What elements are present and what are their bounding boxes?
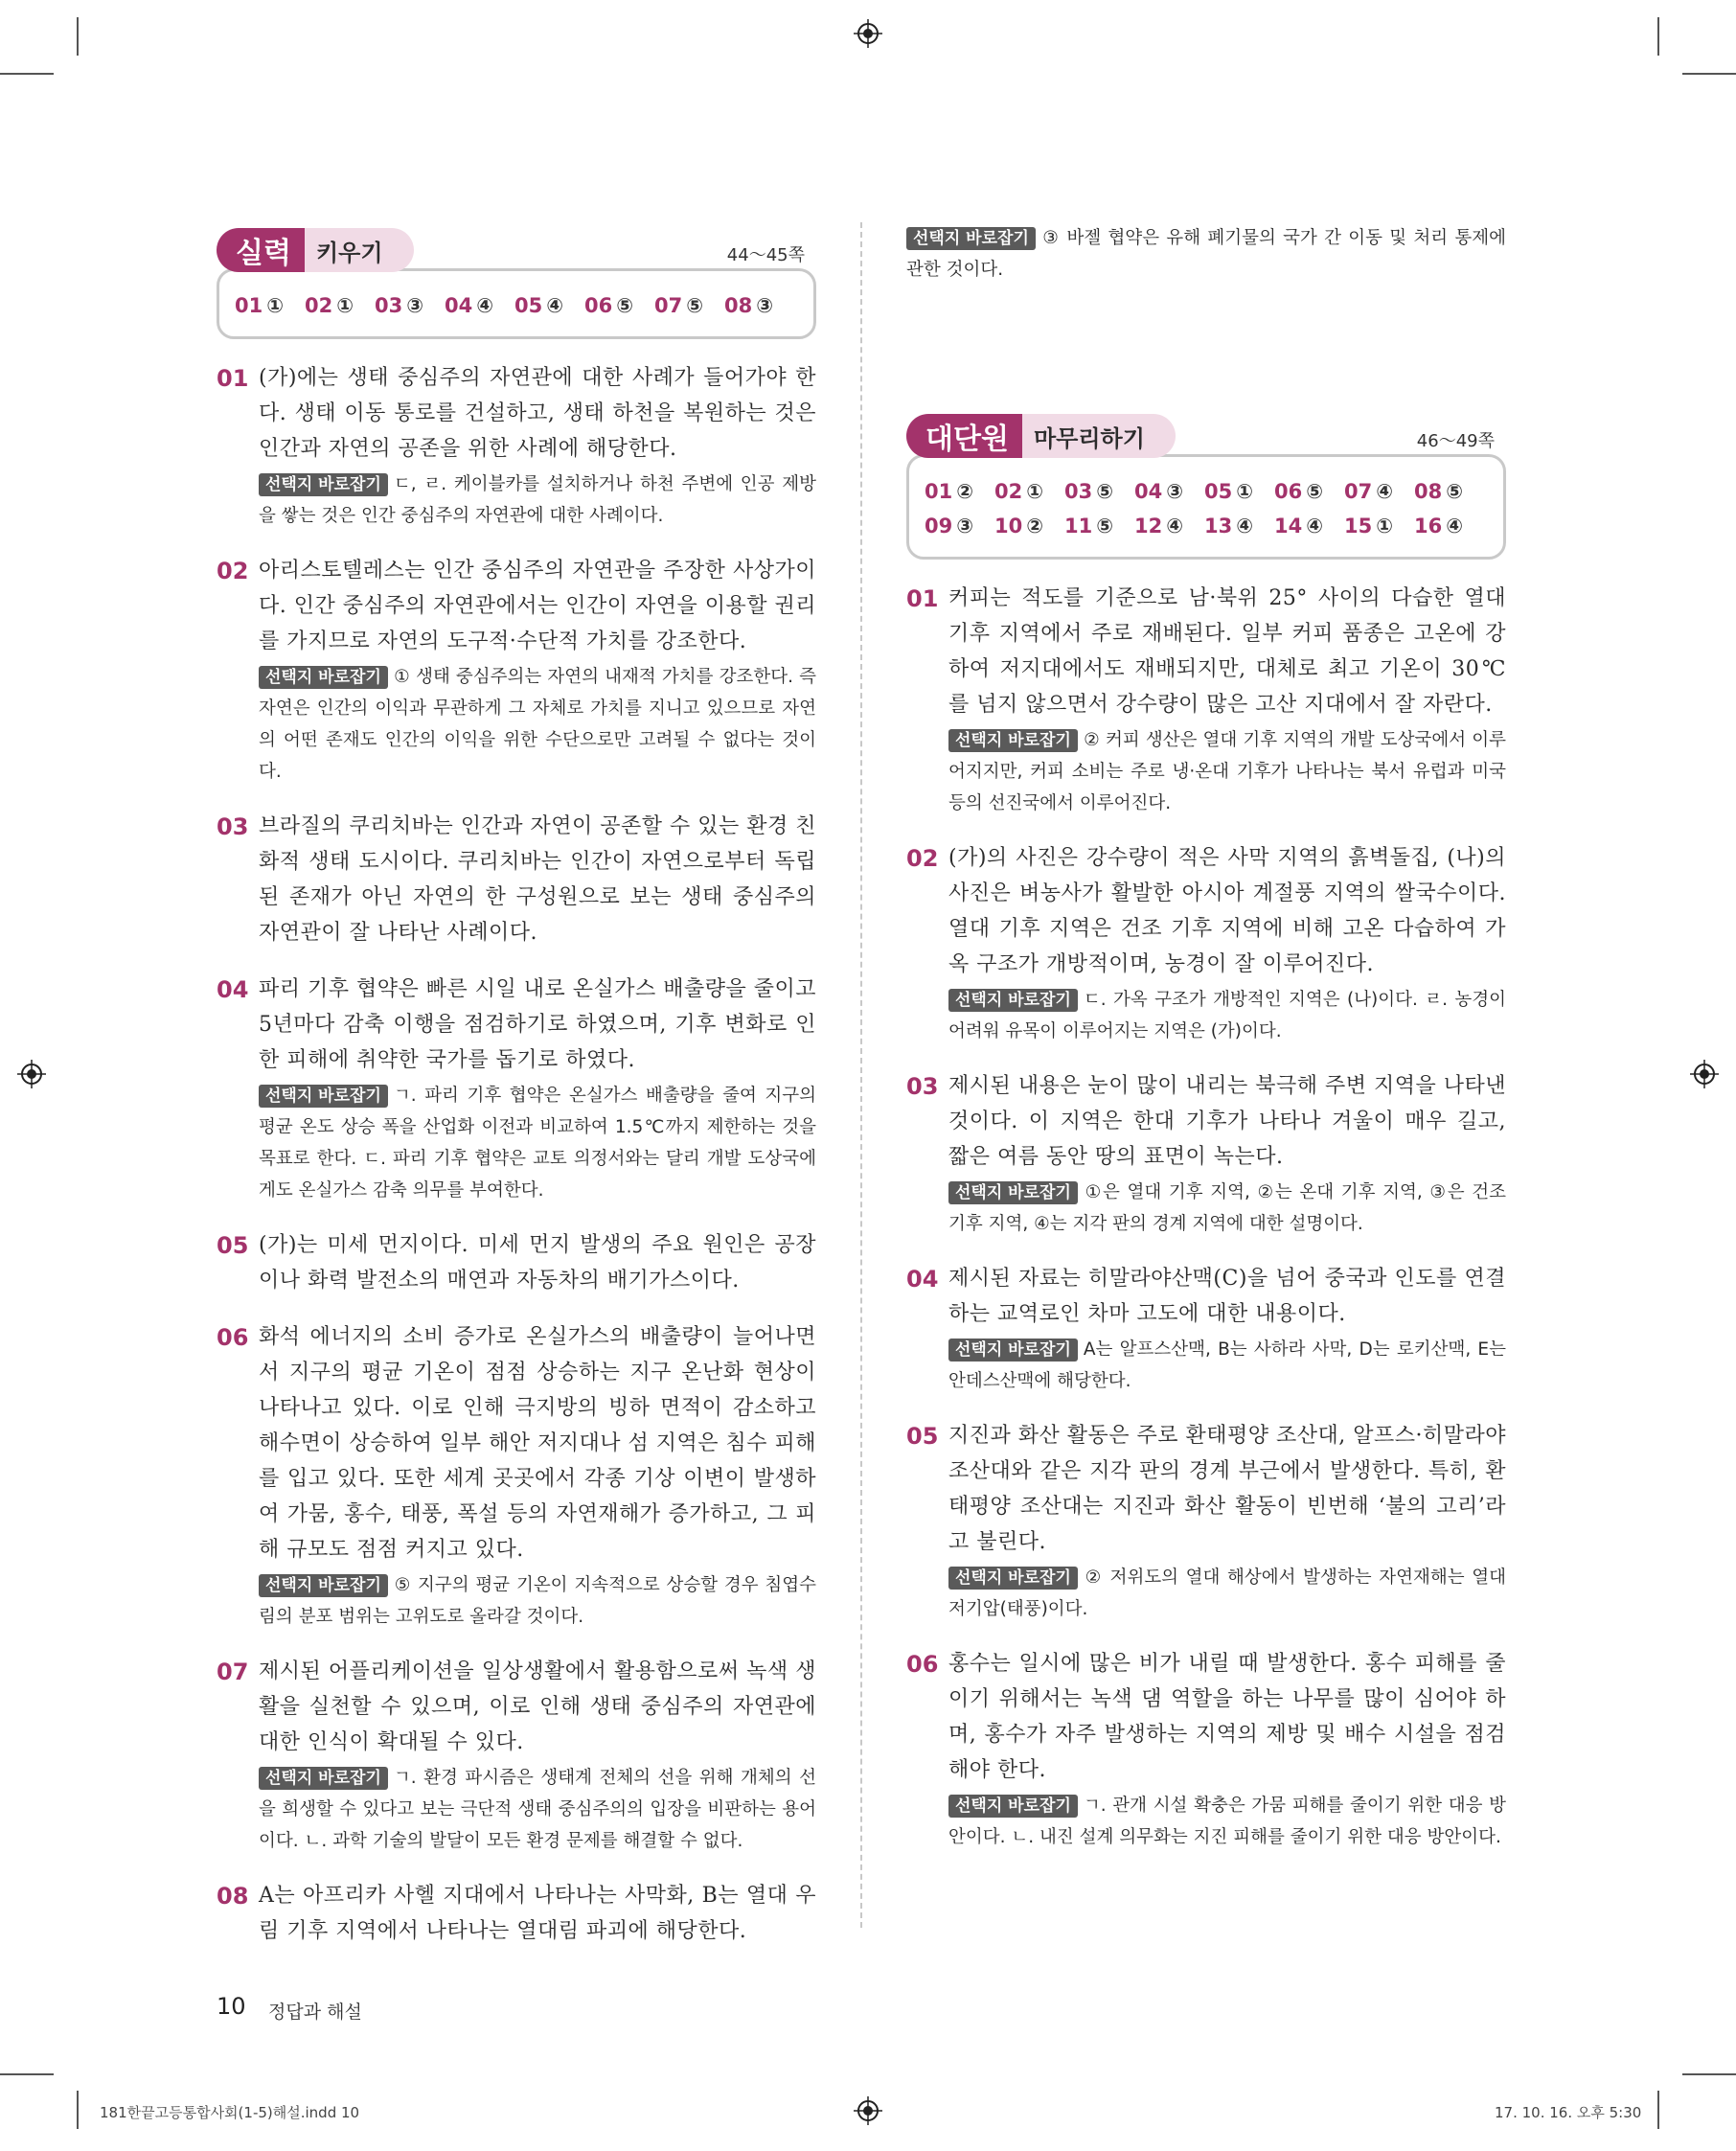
answer-choice: ④ <box>1446 515 1464 538</box>
answer-choice: ③ <box>756 294 774 317</box>
explanation-text: ③ 바젤 협약은 유해 폐기물의 국가 간 이동 및 처리 통제에 관한 것이다. <box>906 228 1506 280</box>
answer-choice: ⑤ <box>1096 515 1114 538</box>
answer-choice: ③ <box>956 515 974 538</box>
answer-choice: ① <box>1376 515 1394 538</box>
question-number: 03 <box>217 813 249 840</box>
page-number: 10 <box>217 1993 246 2020</box>
right-column <box>906 222 1506 1853</box>
left-question-list <box>217 360 816 1949</box>
choice-correction-tag: 선택지 바로잡기 <box>948 1795 1078 1818</box>
answer-number: 02 <box>305 294 333 317</box>
answer-number: 05 <box>514 294 543 317</box>
answer-item <box>1274 509 1344 543</box>
answer-item <box>1134 474 1204 509</box>
left-column <box>217 222 816 1949</box>
choice-correction-tag: 선택지 바로잡기 <box>948 989 1078 1012</box>
choice-correction-tag: 선택지 바로잡기 <box>259 1574 388 1597</box>
question-item <box>217 360 816 532</box>
question-explanation: 홍수는 일시에 많은 비가 내릴 때 발생한다. 홍수 피해를 줄이기 위해서는 녹색 댐 역할을 하는 나무를 많이 심어야 하며, 홍수가 자주 발생하는 지역의 제방 및 배수 시설을 점검해야 한다. <box>948 1652 1506 1782</box>
answer-item <box>305 288 375 323</box>
answer-row <box>925 474 1488 509</box>
answer-item <box>1274 474 1344 509</box>
answer-item <box>1344 509 1414 543</box>
answer-item <box>1204 509 1274 543</box>
crop-mark <box>1682 73 1736 75</box>
answer-number: 02 <box>994 480 1023 503</box>
question-number: 05 <box>217 1232 249 1259</box>
crop-mark <box>77 17 79 56</box>
choice-correction <box>948 1334 1506 1397</box>
question-number: 02 <box>217 558 249 584</box>
question-item <box>217 809 816 950</box>
answer-item <box>1064 474 1134 509</box>
answer-choice: ② <box>1026 515 1044 538</box>
crop-mark <box>1682 2073 1736 2075</box>
answer-number: 15 <box>1344 515 1373 538</box>
column-divider <box>860 222 862 1928</box>
answer-key-box <box>217 268 816 339</box>
answer-choice: ④ <box>476 294 494 317</box>
section-header-unit-review <box>906 408 1506 454</box>
choice-correction-tag: 선택지 바로잡기 <box>948 1339 1078 1362</box>
question-item <box>906 840 1506 1047</box>
question-explanation: 제시된 자료는 히말라야산맥(C)을 넘어 중국과 인도를 연결하는 교역로인 차마 고도에 대한 내용이다. <box>948 1267 1506 1326</box>
question-number: 01 <box>217 365 249 392</box>
registration-mark-icon <box>17 1060 46 1088</box>
question-explanation: 아리스토텔레스는 인간 중심주의 자연관을 주장한 사상가이다. 인간 중심주의 자연관에서는 인간이 자연을 이용할 권리를 가지므로 자연의 도구적·수단적 가치를 강조한다. <box>259 559 816 653</box>
section-header-skill <box>217 222 816 268</box>
choice-correction-tag: 선택지 바로잡기 <box>259 666 388 689</box>
question-item <box>906 581 1506 819</box>
answer-choice: ④ <box>1376 480 1394 503</box>
question-explanation: 화석 에너지의 소비 증가로 온실가스의 배출량이 늘어나면서 지구의 평균 기온이 점점 상승하는 지구 온난화 현상이 나타나고 있다. 이로 인해 극지방의 빙하 면적이 감소하고 해수면이 상승하여 일부 해안 저지대나 섬 지역은 침수 피해를 입고 있다. 또한 세계 곳곳에서 각종 기상 이변이 발생하여 가뭄, 홍수, 태풍, 폭설 등의 자연재해가 증가하고, 그 피해 규모도 점점 커지고 있다. <box>259 1325 816 1562</box>
answer-item <box>514 288 584 323</box>
question-number: 02 <box>906 845 939 872</box>
answer-number: 14 <box>1274 515 1303 538</box>
registration-mark-icon <box>854 2096 882 2125</box>
section-title-light: 마무리하기 <box>1022 414 1176 458</box>
answer-choice: ⑤ <box>616 294 634 317</box>
question-number: 01 <box>906 585 939 612</box>
answer-item <box>235 288 305 323</box>
section-title-badge <box>217 228 414 272</box>
answer-number: 01 <box>235 294 263 317</box>
answer-number: 11 <box>1064 515 1093 538</box>
choice-correction-tag: 선택지 바로잡기 <box>948 1567 1078 1590</box>
carryover-explanation <box>906 222 1506 286</box>
explanation-text: ㄱ. 파리 기후 협약은 온실가스 배출량을 줄여 지구의 평균 온도 상승 폭을 산업화 이전과 비교하여 1.5℃까지 제한하는 것을 목표로 한다. ㄷ. 파리 기후 협약은 교토 의정서와는 달리 개발 도상국에게도 온실가스 감축 의무를 부여한다. <box>259 1086 816 1201</box>
explanation-text: ② 커피 생산은 열대 기후 지역의 개발 도상국에서 이루어지지만, 커피 소비는 주로 냉·온대 기후가 나타나는 북서 유럽과 미국 등의 선진국에서 이루어진다. <box>948 730 1506 813</box>
choice-correction <box>948 984 1506 1047</box>
answer-item <box>1414 509 1484 543</box>
answer-item <box>1414 474 1484 509</box>
answer-number: 03 <box>1064 480 1093 503</box>
question-explanation: 브라질의 쿠리치바는 인간과 자연이 공존할 수 있는 환경 친화적 생태 도시이다. 쿠리치바는 인간이 자연으로부터 독립된 존재가 아닌 자연의 한 구성원으로 보는 생태 중심주의 자연관이 잘 나타난 사례이다. <box>259 814 816 945</box>
choice-correction <box>259 469 816 532</box>
answer-item <box>994 509 1064 543</box>
explanation-text: ② 저위도의 열대 해상에서 발생하는 자연재해는 열대 저기압(태풍)이다. <box>948 1567 1506 1619</box>
question-explanation: 제시된 내용은 눈이 많이 내리는 북극해 주변 지역을 나타낸 것이다. 이 지역은 한대 기후가 나타나 겨울이 매우 길고, 짧은 여름 동안 땅의 표면이 녹는다. <box>948 1074 1506 1169</box>
choice-correction <box>259 1080 816 1206</box>
choice-correction <box>948 1177 1506 1240</box>
choice-correction <box>259 1569 816 1633</box>
print-slug-date: 17. 10. 16. 오후 5:30 <box>1495 2104 1642 2121</box>
section-title-badge <box>906 414 1176 458</box>
choice-correction-tag: 선택지 바로잡기 <box>259 1767 388 1790</box>
answer-row <box>925 509 1488 543</box>
answer-choice: ③ <box>1166 480 1184 503</box>
answer-choice: ③ <box>406 294 424 317</box>
print-slug-file: 181한끝고등통합사회(1-5)해설.indd 10 <box>100 2104 360 2121</box>
choice-correction <box>948 724 1506 819</box>
section-title-strong: 대단원 <box>906 414 1022 458</box>
answer-choice: ⑤ <box>686 294 704 317</box>
question-explanation: 지진과 화산 활동은 주로 환태평양 조산대, 알프스·히말라야 조산대와 같은 지각 판의 경계 부근에서 발생한다. 특히, 환태평양 조산대는 지진과 화산 활동이 빈번해 ‘불의 고리’라고 불린다. <box>948 1424 1506 1554</box>
choice-correction <box>259 1762 816 1857</box>
question-item <box>906 1646 1506 1853</box>
choice-correction <box>948 1790 1506 1853</box>
question-item <box>217 1878 816 1949</box>
answer-item <box>584 288 654 323</box>
right-question-list <box>906 581 1506 1853</box>
question-item <box>217 1654 816 1857</box>
question-item <box>217 553 816 788</box>
question-item <box>906 1068 1506 1240</box>
answer-item <box>925 509 994 543</box>
answer-item <box>925 474 994 509</box>
choice-correction-tag: 선택지 바로잡기 <box>259 473 388 496</box>
answer-number: 07 <box>1344 480 1373 503</box>
answer-number: 04 <box>1134 480 1163 503</box>
answer-choice: ⑤ <box>1446 480 1464 503</box>
question-number: 06 <box>906 1651 939 1678</box>
registration-mark-icon <box>1690 1060 1719 1088</box>
answer-item <box>994 474 1064 509</box>
question-explanation: 파리 기후 협약은 빠른 시일 내로 온실가스 배출량을 줄이고 5년마다 감축 이행을 점검하기로 하였으며, 기후 변화로 인한 피해에 취약한 국가를 돕기로 하였다. <box>259 977 816 1072</box>
answer-item <box>1134 509 1204 543</box>
answer-item <box>1344 474 1414 509</box>
answer-choice: ⑤ <box>1306 480 1324 503</box>
question-explanation: 커피는 적도를 기준으로 남·북위 25° 사이의 다습한 열대 기후 지역에서 주로 재배된다. 일부 커피 품종은 고온에 강하여 저지대에서도 재배되지만, 대체로 최고 기온이 30℃를 넘지 않으면서 강수량이 많은 고산 지대에서 잘 자란다. <box>948 586 1506 717</box>
answer-number: 08 <box>724 294 753 317</box>
question-number: 04 <box>217 976 249 1003</box>
answer-choice: ① <box>266 294 285 317</box>
section-title-strong: 실력 <box>217 228 305 272</box>
question-explanation: A는 아프리카 사헬 지대에서 나타나는 사막화, B는 열대 우림 기후 지역에서 나타나는 열대림 파괴에 해당한다. <box>259 1884 816 1943</box>
answer-choice: ④ <box>546 294 564 317</box>
answer-number: 12 <box>1134 515 1163 538</box>
choice-correction <box>948 1562 1506 1625</box>
answer-number: 09 <box>925 515 953 538</box>
section-title-light: 키우기 <box>305 228 414 272</box>
answer-item <box>375 288 445 323</box>
answer-choice: ① <box>336 294 354 317</box>
question-explanation: (가)에는 생태 중심주의 자연관에 대한 사례가 들어가야 한다. 생태 이동 통로를 건설하고, 생태 하천을 복원하는 것은 인간과 자연의 공존을 위한 사례에 해당한다. <box>259 366 816 461</box>
question-number: 08 <box>217 1883 249 1910</box>
question-number: 07 <box>217 1659 249 1685</box>
answer-item <box>1204 474 1274 509</box>
answer-number: 06 <box>584 294 613 317</box>
answer-number: 05 <box>1204 480 1233 503</box>
answer-number: 06 <box>1274 480 1303 503</box>
question-number: 03 <box>906 1073 939 1100</box>
answer-number: 03 <box>375 294 403 317</box>
answer-number: 10 <box>994 515 1023 538</box>
question-item <box>906 1418 1506 1625</box>
choice-correction-tag: 선택지 바로잡기 <box>906 227 1036 250</box>
question-explanation: (가)는 미세 먼지이다. 미세 먼지 발생의 주요 원인은 공장이나 화력 발전소의 매연과 자동차의 배기가스이다. <box>259 1233 816 1293</box>
answer-number: 08 <box>1414 480 1443 503</box>
crop-mark <box>0 73 54 75</box>
answer-choice: ④ <box>1236 515 1254 538</box>
answer-item <box>1064 509 1134 543</box>
answer-choice: ② <box>956 480 974 503</box>
question-item <box>217 1319 816 1633</box>
crop-mark <box>1657 17 1659 56</box>
explanation-text: ㄱ. 환경 파시즘은 생태계 전체의 선을 위해 개체의 선을 희생할 수 있다고 보는 극단적 생태 중심주의의 입장을 비판하는 용어이다. ㄴ. 과학 기술의 발달이 모든 환경 문제를 해결할 수 없다. <box>259 1768 816 1851</box>
explanation-text: ①은 열대 기후 지역, ②는 온대 기후 지역, ③은 건조 기후 지역, ④는 지각 판의 경계 지역에 대한 설명이다. <box>948 1182 1506 1234</box>
answer-choice: ④ <box>1166 515 1184 538</box>
crop-mark <box>77 2091 79 2129</box>
answer-item <box>445 288 514 323</box>
answer-key-box <box>906 454 1506 560</box>
answer-number: 01 <box>925 480 953 503</box>
explanation-text: A는 알프스산맥, B는 사하라 사막, D는 로키산맥, E는 안데스산맥에 해당한다. <box>948 1339 1506 1391</box>
answer-number: 16 <box>1414 515 1443 538</box>
answer-row <box>235 288 798 323</box>
question-item <box>217 1227 816 1298</box>
answer-choice: ① <box>1236 480 1254 503</box>
answer-number: 13 <box>1204 515 1233 538</box>
question-explanation: (가)의 사진은 강수량이 적은 사막 지역의 흙벽돌집, (나)의 사진은 벼농사가 활발한 아시아 계절풍 지역의 쌀국수이다. 열대 기후 지역은 건조 기후 지역에 비해 고온 다습하여 가옥 구조가 개방적이며, 농경이 잘 이루어진다. <box>948 846 1506 976</box>
question-item <box>906 1261 1506 1397</box>
answer-choice: ④ <box>1306 515 1324 538</box>
answer-choice: ① <box>1026 480 1044 503</box>
footer-title: 정답과 해설 <box>268 2002 362 2023</box>
answer-choice: ⑤ <box>1096 480 1114 503</box>
answer-number: 07 <box>654 294 683 317</box>
choice-correction-tag: 선택지 바로잡기 <box>948 729 1078 752</box>
choice-correction-tag: 선택지 바로잡기 <box>948 1181 1078 1204</box>
question-explanation: 제시된 어플리케이션을 일상생활에서 활용함으로써 녹색 생활을 실천할 수 있으며, 이로 인해 생태 중심주의 자연관에 대한 인식이 확대될 수 있다. <box>259 1659 816 1754</box>
explanation-text: ㄷ. 가옥 구조가 개방적인 지역은 (나)이다. ㄹ. 농경이 어려워 유목이 이루어지는 지역은 (가)이다. <box>948 990 1506 1041</box>
section-pages: 46～49쪽 <box>1416 431 1495 451</box>
explanation-text: ㄱ. 관개 시설 확충은 가뭄 피해를 줄이기 위한 대응 방안이다. ㄴ. 내진 설계 의무화는 지진 피해를 줄이기 위한 대응 방안이다. <box>948 1796 1506 1847</box>
answer-number: 04 <box>445 294 473 317</box>
section-pages: 44～45쪽 <box>726 245 805 265</box>
answer-item <box>654 288 724 323</box>
explanation-text: ㄷ, ㄹ. 케이블카를 설치하거나 하천 주변에 인공 제방을 쌓는 것은 인간 중심주의 자연관에 대한 사례이다. <box>259 474 816 526</box>
answer-item <box>724 288 794 323</box>
explanation-text: ⑤ 지구의 평균 기온이 지속적으로 상승할 경우 침엽수림의 분포 범위는 고위도로 올라갈 것이다. <box>259 1575 816 1627</box>
crop-mark <box>0 2073 54 2075</box>
choice-correction <box>259 661 816 788</box>
choice-correction-tag: 선택지 바로잡기 <box>259 1085 388 1108</box>
registration-mark-icon <box>854 19 882 48</box>
question-number: 04 <box>906 1266 939 1293</box>
crop-mark <box>1657 2091 1659 2129</box>
question-number: 05 <box>906 1423 939 1450</box>
question-number: 06 <box>217 1324 249 1351</box>
question-item <box>217 972 816 1206</box>
explanation-text: ① 생태 중심주의는 자연의 내재적 가치를 강조한다. 즉 자연은 인간의 이익과 무관하게 그 자체로 가치를 지니고 있으므로 자연의 어떤 존재도 인간의 이익을 위한 수단으로만 고려될 수 없다는 것이다. <box>259 667 816 782</box>
